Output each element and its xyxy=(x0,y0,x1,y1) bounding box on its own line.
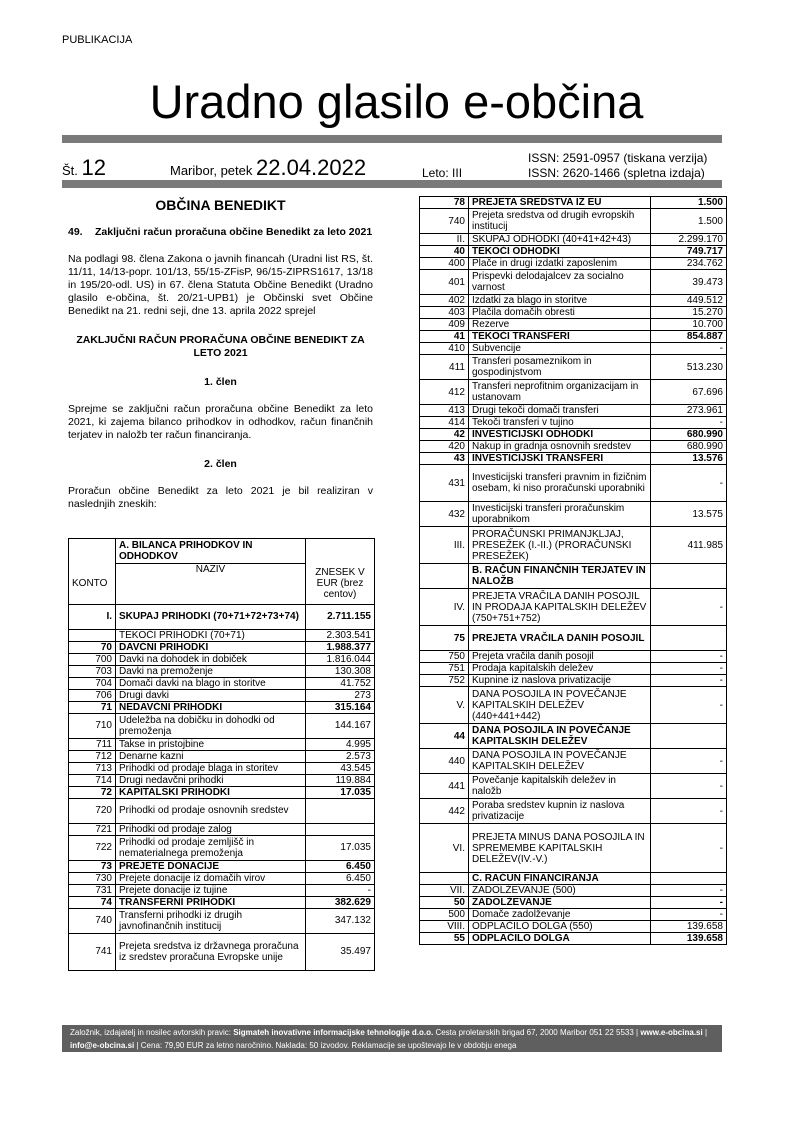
konto-cell: 412 xyxy=(420,380,469,405)
znesek-cell: 6.450 xyxy=(306,860,375,872)
table-row xyxy=(420,589,727,626)
table-row xyxy=(420,465,727,502)
znesek-cell: - xyxy=(651,343,727,355)
naziv-cell: Takse in pristojbine xyxy=(116,738,306,750)
znesek-cell xyxy=(651,564,727,589)
konto-cell: 712 xyxy=(69,750,116,762)
table-row xyxy=(69,677,375,689)
naziv-cell: Drugi tekoči domači transferi xyxy=(469,405,651,417)
znesek-cell: 139.658 xyxy=(651,933,727,945)
konto-cell: 714 xyxy=(69,774,116,786)
table-row xyxy=(69,762,375,774)
znesek-cell: - xyxy=(651,417,727,429)
table-header-row xyxy=(69,539,375,564)
znesek-cell: 13.575 xyxy=(651,502,727,527)
table-row xyxy=(420,355,727,380)
znesek-cell: 1.500 xyxy=(651,197,727,209)
konto-cell: 750 xyxy=(420,651,469,663)
znesek-cell: 382.629 xyxy=(306,896,375,908)
naziv-cell: Plačila domačih obresti xyxy=(469,307,651,319)
znesek-cell xyxy=(306,823,375,835)
konto-cell: 411 xyxy=(420,355,469,380)
znesek-cell: 13.576 xyxy=(651,453,727,465)
table-row xyxy=(420,307,727,319)
naziv-cell: Denarne kazni xyxy=(116,750,306,762)
naziv-cell: Plače in drugi izdatki zaposlenim xyxy=(469,258,651,270)
article-1-text: Sprejme se zaključni račun proračuna občine Benedikt za leto 2021, ki zajema bilanco prihodkov in odhodkov, račun finančnih terjatev in naložb ter račun financiranja. xyxy=(68,403,373,441)
naziv-cell: SKUPAJ ODHODKI (40+41+42+43) xyxy=(469,234,651,246)
table-row xyxy=(420,933,727,945)
table-row xyxy=(420,502,727,527)
konto-cell: 75 xyxy=(420,626,469,651)
issue-number xyxy=(62,155,106,181)
znesek-cell: 15.270 xyxy=(651,307,727,319)
table-row xyxy=(69,823,375,835)
konto-cell: 741 xyxy=(69,933,116,970)
konto-cell: 414 xyxy=(420,417,469,429)
table-row xyxy=(420,453,727,465)
table-row xyxy=(420,909,727,921)
konto-cell: 78 xyxy=(420,197,469,209)
znesek-cell: 273.961 xyxy=(651,405,727,417)
konto-cell: 752 xyxy=(420,675,469,687)
naziv-cell: Prihodki od prodaje osnovnih sredstev xyxy=(116,798,306,823)
konto-cell: 74 xyxy=(69,896,116,908)
konto-cell: 710 xyxy=(69,713,116,738)
naziv-cell: PREJETA VRAČILA DANIH POSOJIL IN PRODAJA KAPITALSKIH DELEŽEV (750+751+752) xyxy=(469,589,651,626)
naziv-cell: PREJETA MINUS DANA POSOJILA IN SPREMEMBE KAPITALSKIH DELEŽEV(IV.-V.) xyxy=(469,824,651,873)
konto-cell: 409 xyxy=(420,319,469,331)
table-row xyxy=(69,933,375,970)
konto-cell: 71 xyxy=(69,701,116,713)
naziv-cell: Prejete donacije iz tujine xyxy=(116,884,306,896)
znesek-cell: 749.717 xyxy=(651,246,727,258)
table-row xyxy=(420,270,727,295)
znesek-cell: 449.512 xyxy=(651,295,727,307)
znesek-cell: 144.167 xyxy=(306,713,375,738)
masthead-rule-bottom xyxy=(62,180,722,188)
naziv-cell: Davki na dohodek in dobiček xyxy=(116,653,306,665)
naziv-cell: PREJETA VRAČILA DANIH POSOJIL xyxy=(469,626,651,651)
naziv-cell: Rezerve xyxy=(469,319,651,331)
konto-header: KONTO xyxy=(69,564,116,605)
date-value: 22.04.2022 xyxy=(256,155,367,180)
naziv-cell: Davki na premoženje xyxy=(116,665,306,677)
konto-cell: 704 xyxy=(69,677,116,689)
znesek-cell xyxy=(651,873,727,885)
naziv-cell: Domače zadolževanje xyxy=(469,909,651,921)
naziv-cell: TEKOČI ODHODKI xyxy=(469,246,651,258)
naziv-cell: ODPLAČILO DOLGA xyxy=(469,933,651,945)
budget-table-left xyxy=(68,538,375,971)
naziv-cell: KAPITALSKI PRIHODKI xyxy=(116,786,306,798)
naziv-cell: PRORAČUNSKI PRIMANJKLJAJ, PRESEŽEK (I.-II.) (PRORAČUNSKI PRESEŽEK) xyxy=(469,527,651,564)
znesek-cell: 39.473 xyxy=(651,270,727,295)
issn-block xyxy=(528,151,707,181)
act-heading xyxy=(68,226,373,239)
naziv-cell: Investicijski transferi pravnim in fizičnim osebam, ki niso proračunski uporabniki xyxy=(469,465,651,502)
table-row xyxy=(69,798,375,823)
table-row xyxy=(420,921,727,933)
naziv-cell: Prihodki od prodaje zemljišč in nematerialnega premoženja xyxy=(116,835,306,860)
naziv-cell: Prihodki od prodaje zalog xyxy=(116,823,306,835)
municipality-heading: OBČINA BENEDIKT xyxy=(155,197,286,213)
konto-cell: 402 xyxy=(420,295,469,307)
konto-cell: 440 xyxy=(420,749,469,774)
konto-cell xyxy=(69,629,116,641)
konto-cell: VI. xyxy=(420,824,469,873)
table-row xyxy=(69,604,375,629)
masthead-title: Uradno glasilo e-občina xyxy=(149,75,644,128)
table-row xyxy=(69,908,375,933)
table-row xyxy=(420,774,727,799)
konto-cell: I. xyxy=(69,604,116,629)
issue-label: Št. xyxy=(62,163,78,178)
table-row xyxy=(420,675,727,687)
naziv-cell: ODPLAČILO DOLGA (550) xyxy=(469,921,651,933)
table-row xyxy=(420,343,727,355)
table-row xyxy=(69,738,375,750)
konto-cell: 721 xyxy=(69,823,116,835)
naziv-cell: Drugi nedavčni prihodki xyxy=(116,774,306,786)
naziv-cell: Transferni prihodki iz drugih javnofinančnih institucij xyxy=(116,908,306,933)
konto-cell: 413 xyxy=(420,405,469,417)
konto-cell: 44 xyxy=(420,724,469,749)
znesek-cell: 43.545 xyxy=(306,762,375,774)
table-row xyxy=(69,689,375,701)
table-row xyxy=(69,860,375,872)
naziv-cell: Domači davki na blago in storitve xyxy=(116,677,306,689)
znesek-cell: 347.132 xyxy=(306,908,375,933)
konto-cell: 50 xyxy=(420,897,469,909)
naziv-cell: Prejeta sredstva iz državnega proračuna iz sredstev proračuna Evropske unije xyxy=(116,933,306,970)
act-title: Zaključni račun proračuna občine Benedikt za leto 2021 xyxy=(95,226,373,238)
masthead-rule-top xyxy=(62,135,722,143)
znesek-cell: - xyxy=(651,465,727,502)
table-row xyxy=(420,295,727,307)
section-a-header: A. BILANCA PRIHODKOV IN ODHODKOV xyxy=(116,539,306,564)
table-row xyxy=(420,687,727,724)
left-column xyxy=(68,196,373,511)
table-row xyxy=(69,835,375,860)
table-row xyxy=(69,774,375,786)
table-row xyxy=(69,786,375,798)
znesek-cell: - xyxy=(306,884,375,896)
konto-cell: 703 xyxy=(69,665,116,677)
naziv-header: NAZIV xyxy=(116,564,306,605)
znesek-cell: 411.985 xyxy=(651,527,727,564)
znesek-cell: - xyxy=(651,651,727,663)
konto-cell: 740 xyxy=(69,908,116,933)
konto-cell: 740 xyxy=(420,209,469,234)
footer-email-link[interactable]: info@e-obcina.si xyxy=(70,1041,135,1050)
naziv-cell: Tekoči transferi v tujino xyxy=(469,417,651,429)
table-row xyxy=(420,417,727,429)
znesek-cell: 10.700 xyxy=(651,319,727,331)
konto-cell: 720 xyxy=(69,798,116,823)
footer-web-link[interactable]: www.e-obcina.si xyxy=(640,1028,703,1037)
naziv-cell: DANA POSOJILA IN POVEČANJE KAPITALSKIH DELEŽEV xyxy=(469,749,651,774)
table-row xyxy=(420,651,727,663)
naziv-cell: PREJETA SREDSTVA IZ EU xyxy=(469,197,651,209)
znesek-cell: 2.573 xyxy=(306,750,375,762)
znesek-cell: 273 xyxy=(306,689,375,701)
znesek-header: ZNESEK V EUR (brez centov) xyxy=(306,564,375,605)
znesek-cell: 130.308 xyxy=(306,665,375,677)
konto-cell: IV. xyxy=(420,589,469,626)
znesek-cell: 1.816.044 xyxy=(306,653,375,665)
table-row xyxy=(420,258,727,270)
znesek-cell: 315.164 xyxy=(306,701,375,713)
konto-cell: 42 xyxy=(420,429,469,441)
znesek-cell xyxy=(651,724,727,749)
naziv-cell: Investicijski transferi proračunskim uporabnikom xyxy=(469,502,651,527)
znesek-cell xyxy=(306,798,375,823)
article-2-heading: 2. člen xyxy=(204,458,237,470)
konto-cell: 706 xyxy=(69,689,116,701)
naziv-cell: INVESTICIJSKI ODHODKI xyxy=(469,429,651,441)
konto-cell: 43 xyxy=(420,453,469,465)
konto-cell: 403 xyxy=(420,307,469,319)
znesek-cell: 139.658 xyxy=(651,921,727,933)
table-colnames-row xyxy=(69,564,375,605)
act-number: 49. xyxy=(68,226,83,238)
naziv-cell: Povečanje kapitalskih deležev in naložb xyxy=(469,774,651,799)
naziv-cell: C. RAČUN FINANCIRANJA xyxy=(469,873,651,885)
table-row xyxy=(420,724,727,749)
table-row xyxy=(420,319,727,331)
znesek-cell: 513.230 xyxy=(651,355,727,380)
budget-table-right xyxy=(419,196,727,945)
naziv-cell: INVESTICIJSKI TRANSFERI xyxy=(469,453,651,465)
znesek-cell: - xyxy=(651,824,727,873)
konto-cell: 711 xyxy=(69,738,116,750)
naziv-cell: Prejeta vračila danih posojil xyxy=(469,651,651,663)
footer-address: Cesta proletarskih brigad 67, 2000 Maribor 051 22 5533 | xyxy=(433,1028,641,1037)
konto-cell: 730 xyxy=(69,872,116,884)
znesek-cell: 6.450 xyxy=(306,872,375,884)
konto-cell: 441 xyxy=(420,774,469,799)
article-1-heading: 1. člen xyxy=(204,376,237,388)
footer-sep: | xyxy=(702,1028,708,1037)
table-row xyxy=(420,380,727,405)
znesek-cell: - xyxy=(651,799,727,824)
table-row xyxy=(69,665,375,677)
naziv-cell: TEKOČI TRANSFERI xyxy=(469,331,651,343)
footer-rest: | Cena: 79,90 EUR za letno naročnino. Naklada: 50 izvodov. Reklamacije se upoštevajo le v obdobju enega xyxy=(134,1041,517,1050)
naziv-cell: PREJETE DONACIJE xyxy=(116,860,306,872)
konto-cell: 410 xyxy=(420,343,469,355)
naziv-cell: Prodaja kapitalskih deležev xyxy=(469,663,651,675)
table-row xyxy=(69,641,375,653)
naziv-cell: DANA POSOJILA IN POVEČANJE KAPITALSKIH DELEŽEV (440+441+442) xyxy=(469,687,651,724)
footer-pre: Založnik, izdajatelj in nosilec avtorskih pravic: xyxy=(70,1028,234,1037)
znesek-cell: - xyxy=(651,897,727,909)
document-title: ZAKLJUČNI RAČUN PRORAČUNA OBČINE BENEDIKT ZA LETO 2021 xyxy=(76,334,365,359)
naziv-cell: NEDAVČNI PRIHODKI xyxy=(116,701,306,713)
table-row xyxy=(420,441,727,453)
znesek-cell: 17.035 xyxy=(306,786,375,798)
konto-cell: V. xyxy=(420,687,469,724)
table-row xyxy=(69,896,375,908)
table-row xyxy=(420,209,727,234)
konto-cell: II. xyxy=(420,234,469,246)
table-row xyxy=(420,564,727,589)
table-row xyxy=(420,429,727,441)
konto-cell: 432 xyxy=(420,502,469,527)
znesek-cell: - xyxy=(651,675,727,687)
table-row xyxy=(420,331,727,343)
table-row xyxy=(420,663,727,675)
znesek-cell: 234.762 xyxy=(651,258,727,270)
table-row xyxy=(420,626,727,651)
place-day: Maribor, petek xyxy=(170,163,253,178)
znesek-cell: - xyxy=(651,909,727,921)
konto-cell: 722 xyxy=(69,835,116,860)
konto-cell: 400 xyxy=(420,258,469,270)
konto-cell: 700 xyxy=(69,653,116,665)
naziv-cell: Prispevki delodajalcev za socialno varnost xyxy=(469,270,651,295)
table-row xyxy=(420,799,727,824)
naziv-cell: Izdatki za blago in storitve xyxy=(469,295,651,307)
znesek-cell: 35.497 xyxy=(306,933,375,970)
naziv-cell: ZADOLŽEVANJE xyxy=(469,897,651,909)
naziv-cell: TEKOČI PRIHODKI (70+71) xyxy=(116,629,306,641)
publication-label: PUBLIKACIJA xyxy=(62,34,133,46)
footer-company: Sigmateh inovativne informacijske tehnologije d.o.o. xyxy=(233,1028,434,1037)
naziv-cell: B. RAČUN FINANČNIH TERJATEV IN NALOŽB xyxy=(469,564,651,589)
znesek-cell: - xyxy=(651,885,727,897)
issue-value: 12 xyxy=(81,155,107,180)
table-row xyxy=(420,527,727,564)
naziv-cell: Prejeta sredstva od drugih evropskih institucij xyxy=(469,209,651,234)
table-row xyxy=(69,713,375,738)
konto-cell: 41 xyxy=(420,331,469,343)
intro-paragraph: Na podlagi 98. člena Zakona o javnih financah (Uradni list RS, št. 11/11, 14/13-popr. 101/13, 55/15-ZFisP, 96/15-ZIPRS1617, 13/18 in 195/20-odl. US) in 67. člena Statuta Občine Benedikt (Uradno glasilo e-občina, št. 20/21-UPB1) je Občinski svet Občine Benedikt na 21. redni seji, dne 13. aprila 2022 sprejel xyxy=(68,253,373,317)
konto-cell: 55 xyxy=(420,933,469,945)
znesek-cell: - xyxy=(651,749,727,774)
konto-cell: 442 xyxy=(420,799,469,824)
table-row xyxy=(69,884,375,896)
konto-cell: 713 xyxy=(69,762,116,774)
znesek-cell: 1.500 xyxy=(651,209,727,234)
znesek-cell xyxy=(651,626,727,651)
konto-cell: III. xyxy=(420,527,469,564)
znesek-cell: - xyxy=(651,774,727,799)
naziv-cell: TRANSFERNI PRIHODKI xyxy=(116,896,306,908)
konto-cell: 70 xyxy=(69,641,116,653)
konto-cell: 500 xyxy=(420,909,469,921)
publisher-footer xyxy=(62,1025,722,1052)
table-row xyxy=(420,197,727,209)
year-label: Leto: III xyxy=(422,166,463,180)
naziv-cell: Subvencije xyxy=(469,343,651,355)
naziv-cell: ZADOLŽEVANJE (500) xyxy=(469,885,651,897)
table-row xyxy=(420,885,727,897)
znesek-cell: 680.990 xyxy=(651,441,727,453)
naziv-cell: DAVČNI PRIHODKI xyxy=(116,641,306,653)
znesek-cell: 2.299.170 xyxy=(651,234,727,246)
konto-cell xyxy=(420,873,469,885)
table-row xyxy=(69,653,375,665)
znesek-cell: - xyxy=(651,687,727,724)
naziv-cell: Kupnine iz naslova privatizacije xyxy=(469,675,651,687)
konto-cell: 40 xyxy=(420,246,469,258)
naziv-cell: Udeležba na dobičku in dohodki od premoženja xyxy=(116,713,306,738)
znesek-cell: 2.303.541 xyxy=(306,629,375,641)
konto-cell: VIII. xyxy=(420,921,469,933)
naziv-cell: Nakup in gradnja osnovnih sredstev xyxy=(469,441,651,453)
znesek-cell: 119.884 xyxy=(306,774,375,786)
znesek-cell: 67.696 xyxy=(651,380,727,405)
table-row xyxy=(420,234,727,246)
table-row xyxy=(420,824,727,873)
znesek-cell: 1.988.377 xyxy=(306,641,375,653)
table-row xyxy=(69,872,375,884)
znesek-cell: 17.035 xyxy=(306,835,375,860)
table-row xyxy=(420,749,727,774)
table-row xyxy=(420,246,727,258)
konto-cell: 420 xyxy=(420,441,469,453)
table-row xyxy=(420,405,727,417)
konto-cell: 72 xyxy=(69,786,116,798)
konto-cell: 401 xyxy=(420,270,469,295)
znesek-cell: - xyxy=(651,663,727,675)
naziv-cell: Poraba sredstev kupnin iz naslova privatizacije xyxy=(469,799,651,824)
naziv-cell: DANA POSOJILA IN POVEČANJE KAPITALSKIH DELEŽEV xyxy=(469,724,651,749)
table-row xyxy=(69,750,375,762)
article-2-text: Proračun občine Benedikt za leto 2021 je bil realiziran v naslednjih zneskih: xyxy=(68,485,373,510)
znesek-cell: - xyxy=(651,589,727,626)
issue-date xyxy=(170,155,366,181)
naziv-cell: Prejete donacije iz domačih virov xyxy=(116,872,306,884)
table-row xyxy=(69,701,375,713)
konto-cell: VII. xyxy=(420,885,469,897)
konto-cell: 431 xyxy=(420,465,469,502)
table-row xyxy=(69,629,375,641)
konto-cell xyxy=(420,564,469,589)
issn-online: ISSN: 2620-1466 (spletna izdaja) xyxy=(528,166,705,180)
naziv-cell: SKUPAJ PRIHODKI (70+71+72+73+74) xyxy=(116,604,306,629)
issn-print: ISSN: 2591-0957 (tiskana verzija) xyxy=(528,151,708,165)
znesek-cell: 41.752 xyxy=(306,677,375,689)
znesek-cell: 4.995 xyxy=(306,738,375,750)
table-row xyxy=(420,873,727,885)
naziv-cell: Prihodki od prodaje blaga in storitev xyxy=(116,762,306,774)
naziv-cell: Transferi neprofitnim organizacijam in ustanovam xyxy=(469,380,651,405)
table-row xyxy=(420,897,727,909)
znesek-cell: 854.887 xyxy=(651,331,727,343)
konto-cell: 73 xyxy=(69,860,116,872)
konto-cell: 751 xyxy=(420,663,469,675)
naziv-cell: Drugi davki xyxy=(116,689,306,701)
konto-cell: 731 xyxy=(69,884,116,896)
znesek-cell: 2.711.155 xyxy=(306,604,375,629)
naziv-cell: Transferi posameznikom in gospodinjstvom xyxy=(469,355,651,380)
znesek-cell: 680.990 xyxy=(651,429,727,441)
